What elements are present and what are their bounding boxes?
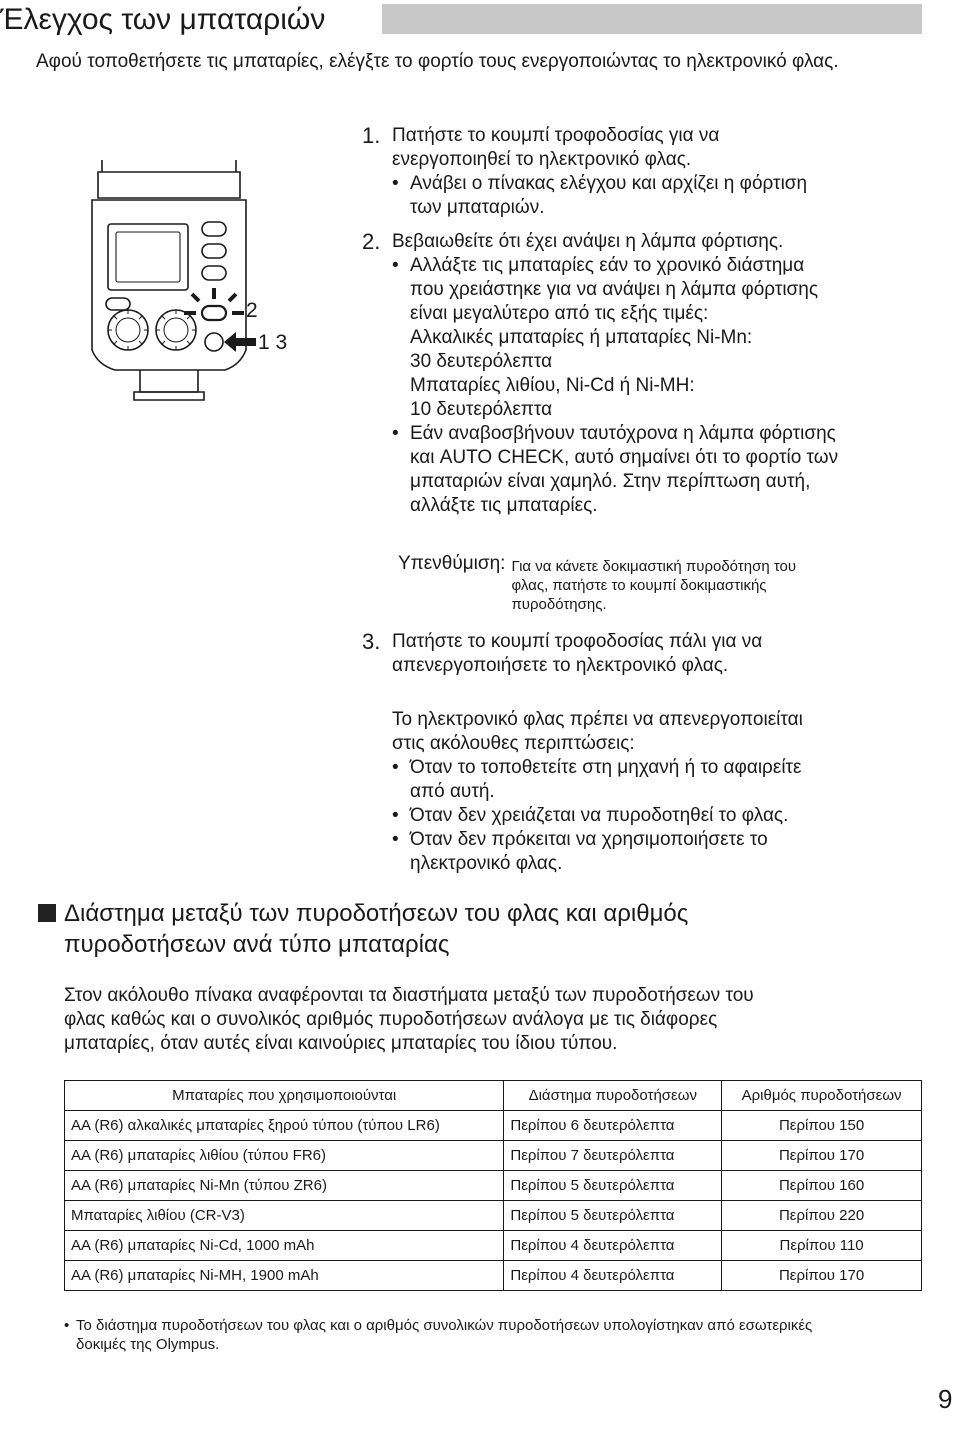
flash-back-panel-drawing	[80, 160, 310, 420]
section-intro	[64, 984, 924, 1056]
step-line: Πατήστε το κουμπί τροφοδοσίας πάλι για να	[392, 631, 763, 652]
bullet-line: των μπαταριών.	[410, 197, 545, 218]
table-cell: Περίπου 150	[722, 1111, 922, 1141]
bullet-line: Μπαταρίες λιθίου, Ni-Cd ή Ni-MH:	[410, 375, 695, 396]
step-line: Πατήστε το κουμπί τροφοδοσίας για να	[392, 125, 720, 146]
page-title: Έλεγχος των μπαταριών	[0, 3, 326, 36]
illus-label-13: 1 3	[258, 331, 288, 354]
step-bullet	[392, 172, 932, 220]
step-3	[362, 630, 932, 678]
reminder-note	[398, 552, 918, 614]
footnote-line: Το διάστημα πυροδοτήσεων του φλας και ο αριθμός συνολικών πυροδοτήσεων υπολογίστηκαν από εσωτερικές	[76, 1317, 813, 1334]
step-line: ενεργοποιηθεί το ηλεκτρονικό φλας.	[392, 149, 692, 170]
reminder-line: πυροδότησης.	[511, 596, 607, 613]
bullet-line: που χρειάστηκε για να ανάψει η λάμπα φόρτισης	[410, 279, 819, 300]
section-intro-line: φλας καθώς και ο συνολικός αριθμός πυροδοτήσεων ανάλογα με τις διάφορες	[64, 1009, 718, 1030]
table-cell: AA (R6) αλκαλικές μπαταρίες ξηρού τύπου (τύπου LR6)	[65, 1111, 504, 1141]
table-row	[65, 1111, 922, 1141]
table-header-row	[65, 1081, 922, 1111]
bullet-line: Ανάβει ο πίνακας ελέγχου και αρχίζει η φόρτιση	[410, 173, 808, 194]
bullet-line: 10 δευτερόλεπτα	[410, 399, 553, 420]
bullet-dot-icon: •	[392, 255, 399, 276]
step-1	[362, 124, 932, 220]
table-cell: Περίπου 6 δευτερόλεπτα	[504, 1111, 722, 1141]
table-cell: AA (R6) μπαταρίες Ni-Mn (τύπου ZR6)	[65, 1171, 504, 1201]
bullet-dot-icon: •	[392, 805, 399, 826]
battery-table	[64, 1080, 922, 1291]
bullet-line: ηλεκτρονικό φλας.	[410, 853, 563, 874]
table-cell: Περίπου 4 δευτερόλεπτα	[504, 1231, 722, 1261]
step-number: 1.	[362, 123, 381, 148]
table-cell: AA (R6) μπαταρίες Ni-MH, 1900 mAh	[65, 1261, 504, 1291]
step-2	[362, 230, 932, 518]
section-heading-line: πυροδοτήσεων ανά τύπο μπαταρίας	[64, 931, 450, 958]
bullet-dot-icon: •	[392, 757, 399, 778]
table-row	[65, 1171, 922, 1201]
table-cell: AA (R6) μπαταρίες Ni-Cd, 1000 mAh	[65, 1231, 504, 1261]
bullet-line: είναι μεγαλύτερο από τις εξής τιμές:	[410, 303, 709, 324]
page-number: 9	[938, 1384, 953, 1414]
table-cell: Περίπου 7 δευτερόλεπτα	[504, 1141, 722, 1171]
section-heading-line: Διάστημα μεταξύ των πυροδοτήσεων του φλας και αριθμός	[64, 900, 689, 927]
off-bullet	[392, 828, 922, 876]
off-lead-line: Το ηλεκτρονικό φλας πρέπει να απενεργοποιείται	[392, 709, 803, 730]
table-cell: Περίπου 160	[722, 1171, 922, 1201]
bullet-line: Όταν δεν χρειάζεται να πυροδοτηθεί το φλας.	[410, 805, 789, 826]
footnote-line: δοκιμές της Olympus.	[76, 1336, 220, 1353]
section-heading	[64, 898, 884, 960]
table-row	[65, 1231, 922, 1261]
bullet-line: Όταν δεν πρόκειται να χρησιμοποιήσετε το	[410, 829, 768, 850]
bullet-line: Εάν αναβοσβήνουν ταυτόχρονα η λάμπα φόρτισης	[410, 423, 836, 444]
bullet-dot-icon: •	[392, 423, 399, 444]
section-square-icon	[38, 904, 56, 922]
flash-illustration	[80, 160, 310, 420]
reminder-line: Για να κάνετε δοκιμαστική πυροδότηση του	[511, 558, 797, 575]
reminder-line: φλας, πατήστε το κουμπί δοκιμαστικής	[511, 577, 767, 594]
bullet-dot-icon: •	[392, 173, 399, 194]
step-line: Βεβαιωθείτε ότι έχει ανάψει η λάμπα φόρτισης.	[392, 231, 784, 252]
table-cell: Περίπου 220	[722, 1201, 922, 1231]
footnote	[64, 1316, 924, 1354]
table-cell: Περίπου 170	[722, 1261, 922, 1291]
bullet-line: Αλλάξτε τις μπαταρίες εάν το χρονικό διάστημα	[410, 255, 805, 276]
intro-text: Αφού τοποθετήσετε τις μπαταρίες, ελέγξτε το φορτίο τους ενεργοποιώντας το ηλεκτρονικό φλας.	[36, 51, 839, 72]
bullet-line: μπαταριών είναι χαμηλό. Στην περίπτωση αυτή,	[410, 471, 811, 492]
bullet-line: Αλκαλικές μπαταρίες ή μπαταρίες Ni-Mn:	[410, 327, 753, 348]
reminder-label: Υπενθύμιση:	[398, 553, 506, 574]
table-cell: AA (R6) μπαταρίες λιθίου (τύπου FR6)	[65, 1141, 504, 1171]
power-off-cases	[392, 708, 922, 876]
table-header-cell: Μπαταρίες που χρησιμοποιούνται	[65, 1081, 504, 1111]
table-cell: Περίπου 170	[722, 1141, 922, 1171]
step-line: απενεργοποιήσετε το ηλεκτρονικό φλας.	[392, 655, 729, 676]
table-cell: Περίπου 110	[722, 1231, 922, 1261]
table-row	[65, 1141, 922, 1171]
bullet-line: αλλάξτε τις μπαταρίες.	[410, 495, 598, 516]
table-header-cell: Διάστημα πυροδοτήσεων	[504, 1081, 722, 1111]
bullet-line: από αυτή.	[410, 781, 495, 802]
table-row	[65, 1201, 922, 1231]
bullet-line: και AUTO CHECK, αυτό σημαίνει ότι το φορτίο των	[410, 447, 839, 468]
bullet-line: 30 δευτερόλεπτα	[410, 351, 553, 372]
section-intro-line: Στον ακόλουθο πίνακα αναφέρονται τα διαστήματα μεταξύ των πυροδοτήσεων του	[64, 985, 754, 1006]
step-number: 2.	[362, 229, 381, 254]
bullet-line: Όταν το τοποθετείτε στη μηχανή ή το αφαιρείτε	[410, 757, 802, 778]
off-bullet	[392, 804, 922, 828]
table-cell: Μπαταρίες λιθίου (CR-V3)	[65, 1201, 504, 1231]
step-bullet	[392, 254, 932, 422]
off-lead-line: στις ακόλουθες περιπτώσεις:	[392, 733, 635, 754]
table-header-cell: Αριθμός πυροδοτήσεων	[722, 1081, 922, 1111]
bullet-dot-icon: •	[64, 1317, 70, 1334]
table-cell: Περίπου 5 δευτερόλεπτα	[504, 1171, 722, 1201]
illus-label-2: 2	[246, 299, 258, 322]
table-cell: Περίπου 4 δευτερόλεπτα	[504, 1261, 722, 1291]
steps-list	[362, 124, 932, 518]
table-row	[65, 1261, 922, 1291]
step-number: 3.	[362, 629, 381, 654]
bullet-dot-icon: •	[392, 829, 399, 850]
title-bar	[382, 4, 922, 34]
off-bullet	[392, 756, 922, 804]
section-intro-line: μπαταρίες, όταν αυτές είναι καινούριες μπαταρίες του ίδιου τύπου.	[64, 1033, 618, 1054]
step-bullet	[392, 422, 932, 518]
table-cell: Περίπου 5 δευτερόλεπτα	[504, 1201, 722, 1231]
